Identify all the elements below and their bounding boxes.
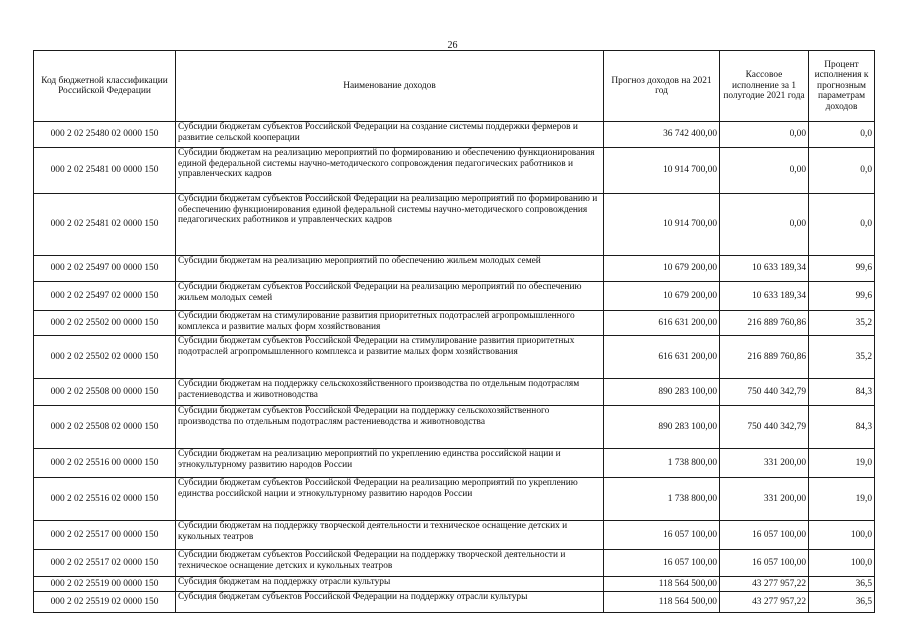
row-percent: 84,3 [809, 379, 875, 406]
row-name: Субсидии бюджетам на реализацию мероприятий по укреплению единства российской нации и этнокультурному развитию народов России [176, 449, 604, 478]
row-cash: 43 277 957,22 [720, 592, 809, 613]
table-row [34, 379, 875, 406]
row-forecast: 16 057 100,00 [604, 550, 720, 577]
row-code: 000 2 02 25517 00 0000 150 [34, 521, 176, 550]
row-name: Субсидии бюджетам субъектов Российской Федерации на реализацию мероприятий по укреплению единства российской нации и этнокультурному развитию народов России [176, 478, 604, 521]
row-forecast: 1 738 800,00 [604, 478, 720, 521]
table-row [34, 449, 875, 478]
row-name: Субсидии бюджетам субъектов Российской Федерации на реализацию мероприятий по обеспечению жильем молодых семей [176, 282, 604, 311]
budget-revenue-table [33, 50, 875, 613]
row-percent: 0,0 [809, 122, 875, 148]
row-code: 000 2 02 25516 00 0000 150 [34, 449, 176, 478]
header-cash: Кассовое исполнение за 1 полугодие 2021 года [720, 51, 809, 122]
row-percent: 36,5 [809, 592, 875, 613]
row-code: 000 2 02 25502 02 0000 150 [34, 336, 176, 379]
row-name: Субсидии бюджетам на стимулирование развития приоритетных подотраслей агропромышленного комплекса и развитие малых форм хозяйствования [176, 311, 604, 336]
row-name: Субсидии бюджетам субъектов Российской Федерации на создание системы поддержки фермеров и развитие сельской кооперации [176, 122, 604, 148]
row-forecast: 10 679 200,00 [604, 256, 720, 282]
row-forecast: 616 631 200,00 [604, 311, 720, 336]
row-code: 000 2 02 25516 02 0000 150 [34, 478, 176, 521]
row-forecast: 890 283 100,00 [604, 406, 720, 449]
row-cash: 331 200,00 [720, 449, 809, 478]
row-cash: 0,00 [720, 122, 809, 148]
row-cash: 16 057 100,00 [720, 521, 809, 550]
row-percent: 0,0 [809, 148, 875, 194]
row-cash: 0,00 [720, 194, 809, 256]
row-forecast: 10 914 700,00 [604, 194, 720, 256]
table-row [34, 406, 875, 449]
table-row [34, 592, 875, 613]
row-name: Субсидии бюджетам субъектов Российской Федерации на стимулирование развития приоритетных подотраслей агропромышленного комплекса и развитие малых форм хозяйствования [176, 336, 604, 379]
row-percent: 99,6 [809, 282, 875, 311]
row-cash: 216 889 760,86 [720, 336, 809, 379]
table-header-row [34, 51, 875, 122]
row-name: Субсидии бюджетам субъектов Российской Федерации на поддержку творческой деятельности и техническое оснащение детских и кукольных театров [176, 550, 604, 577]
row-percent: 19,0 [809, 449, 875, 478]
row-cash: 750 440 342,79 [720, 379, 809, 406]
row-code: 000 2 02 25481 00 0000 150 [34, 148, 176, 194]
row-percent: 100,0 [809, 550, 875, 577]
row-code: 000 2 02 25497 02 0000 150 [34, 282, 176, 311]
page-number: 26 [447, 40, 458, 51]
row-code: 000 2 02 25517 02 0000 150 [34, 550, 176, 577]
row-percent: 35,2 [809, 336, 875, 379]
row-forecast: 1 738 800,00 [604, 449, 720, 478]
table-row [34, 336, 875, 379]
row-code: 000 2 02 25519 02 0000 150 [34, 592, 176, 613]
row-code: 000 2 02 25508 00 0000 150 [34, 379, 176, 406]
row-forecast: 10 914 700,00 [604, 148, 720, 194]
header-percent: Процент исполнения к прогнозным параметрам доходов [809, 51, 875, 122]
table-row [34, 550, 875, 577]
row-name: Субсидии бюджетам субъектов Российской Федерации на реализацию мероприятий по формированию и обеспечению функционирования единой федеральной системы научно-методического сопровождения педагогических работников и управленческих кадров [176, 194, 604, 256]
table-row [34, 521, 875, 550]
row-name: Субсидии бюджетам на реализацию мероприятий по формированию и обеспечению функционирования единой федеральной системы научно-методического сопровождения педагогических работников и управленческих кадров [176, 148, 604, 194]
row-name: Субсидии бюджетам на поддержку творческой деятельности и техническое оснащение детских и кукольных театров [176, 521, 604, 550]
row-name: Субсидии бюджетам на реализацию мероприятий по обеспечению жильем молодых семей [176, 256, 604, 282]
row-cash: 0,00 [720, 148, 809, 194]
row-cash: 750 440 342,79 [720, 406, 809, 449]
row-code: 000 2 02 25502 00 0000 150 [34, 311, 176, 336]
header-name: Наименование доходов [176, 51, 604, 122]
table-row [34, 256, 875, 282]
row-name: Субсидия бюджетам субъектов Российской Федерации на поддержку отрасли культуры [176, 592, 604, 613]
table-row [34, 148, 875, 194]
row-percent: 35,2 [809, 311, 875, 336]
row-forecast: 10 679 200,00 [604, 282, 720, 311]
row-code: 000 2 02 25519 00 0000 150 [34, 577, 176, 592]
row-forecast: 118 564 500,00 [604, 592, 720, 613]
row-cash: 331 200,00 [720, 478, 809, 521]
table-row [34, 194, 875, 256]
row-percent: 84,3 [809, 406, 875, 449]
row-cash: 10 633 189,34 [720, 256, 809, 282]
row-name: Субсидии бюджетам субъектов Российской Федерации на поддержку сельскохозяйственного производства по отдельным подотраслям растениеводства и животноводства [176, 406, 604, 449]
row-code: 000 2 02 25481 02 0000 150 [34, 194, 176, 256]
row-forecast: 36 742 400,00 [604, 122, 720, 148]
row-name: Субсидия бюджетам на поддержку отрасли культуры [176, 577, 604, 592]
row-percent: 19,0 [809, 478, 875, 521]
table-row [34, 577, 875, 592]
row-cash: 16 057 100,00 [720, 550, 809, 577]
row-cash: 10 633 189,34 [720, 282, 809, 311]
row-name: Субсидии бюджетам на поддержку сельскохозяйственного производства по отдельным подотраслям растениеводства и животноводства [176, 379, 604, 406]
row-forecast: 16 057 100,00 [604, 521, 720, 550]
row-cash: 43 277 957,22 [720, 577, 809, 592]
row-forecast: 616 631 200,00 [604, 336, 720, 379]
row-percent: 99,6 [809, 256, 875, 282]
row-percent: 36,5 [809, 577, 875, 592]
table-row [34, 311, 875, 336]
row-code: 000 2 02 25508 02 0000 150 [34, 406, 176, 449]
table-row [34, 478, 875, 521]
table-row [34, 122, 875, 148]
row-cash: 216 889 760,86 [720, 311, 809, 336]
row-percent: 0,0 [809, 194, 875, 256]
row-percent: 100,0 [809, 521, 875, 550]
row-code: 000 2 02 25480 02 0000 150 [34, 122, 176, 148]
header-forecast: Прогноз доходов на 2021 год [604, 51, 720, 122]
header-code: Код бюджетной классификации Российской Федерации [34, 51, 176, 122]
table-row [34, 282, 875, 311]
row-code: 000 2 02 25497 00 0000 150 [34, 256, 176, 282]
row-forecast: 118 564 500,00 [604, 577, 720, 592]
row-forecast: 890 283 100,00 [604, 379, 720, 406]
